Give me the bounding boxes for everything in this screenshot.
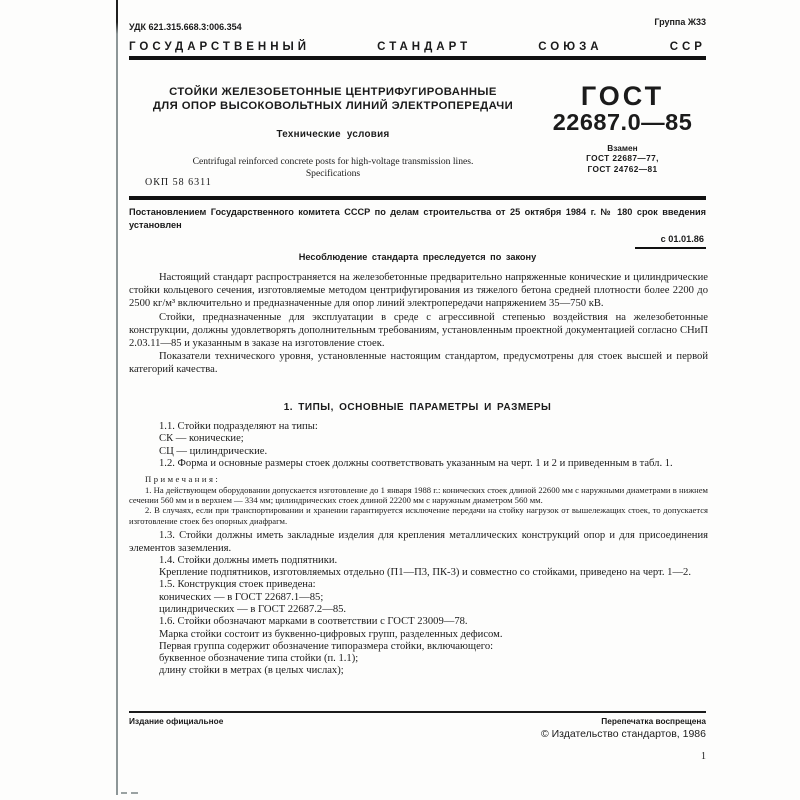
clause-1-5-item: цилиндрических — в ГОСТ 22687.2—85. — [159, 604, 347, 615]
replaced-standard: ГОСТ 22687—77, — [586, 153, 659, 163]
clause-1-6-item: буквенное обозначение типа стойки (п. 1.1); — [159, 653, 359, 665]
udk-code: УДК 621.315.668.3:006.354 — [129, 22, 242, 32]
section-1-heading: 1. ТИПЫ, ОСНОВНЫЕ ПАРАМЕТРЫ И РАЗМЕРЫ — [283, 402, 552, 413]
clause-1-5: 1.5. Конструкция стоек приведена: — [159, 579, 316, 591]
effective-date: с 01.01.86 — [635, 234, 706, 249]
footer-row — [129, 716, 706, 726]
document-subtitle: Технические условия — [276, 129, 390, 140]
state-standard-band — [129, 41, 706, 53]
replaces-label: Взамен — [607, 143, 638, 153]
scan-artifact-dash — [121, 792, 127, 794]
intro-paragraph: Показатели технического уровня, установленные настоящим стандартом, предусмотрены для стоек высшей и первой категорий качества. — [129, 351, 708, 376]
note-item: 1. На действующем оборудовании допускается изготовление до 1 января 1988 г.: конических стоек длиной 22600 мм с наружными диаметрами в нижнем сечении 560 мм и в верхнем — 334 мм; цилиндрических стоек длиной 22200 мм с наружным диаметром 560 мм. — [129, 484, 708, 505]
clauses-continued — [129, 530, 708, 678]
scan-artifact-dash — [131, 792, 138, 794]
clause-1-4: 1.4. Стойки должны иметь подпятники. — [159, 554, 338, 566]
english-title: Centrifugal reinforced concrete posts for high-voltage transmission lines. — [192, 156, 474, 167]
clause-1-3: 1.3. Стойки должны иметь закладные изделия для крепления металлических конструкций опор и для присоединения элементов заземления. — [129, 530, 708, 554]
band-word: ГОСУДАРСТВЕННЫЙ — [129, 41, 311, 53]
heavy-rule-mid — [129, 196, 706, 200]
band-word: СТАНДАРТ — [377, 41, 472, 53]
decree-paragraph: Постановлением Государственного комитета СССР по делам строительства от 25 октября 1984 г. № 180 срок введения установлен — [129, 207, 706, 230]
clause-1-1: 1.1. Стойки подразделяют на типы: — [159, 421, 318, 432]
document-title-line2: ДЛЯ ОПОР ВЫСОКОВОЛЬТНЫХ ЛИНИЙ ЭЛЕКТРОПЕРЕДАЧИ — [152, 100, 514, 112]
law-notice: Несоблюдение стандарта преследуется по закону — [298, 252, 537, 262]
gost-number: 22687.0—85 — [552, 109, 693, 135]
standard-designation — [535, 83, 710, 175]
document-title-line1: СТОЙКИ ЖЕЛЕЗОБЕТОННЫЕ ЦЕНТРИФУГИРОВАННЫЕ — [169, 86, 497, 98]
clause-1-2: 1.2. Форма и основные размеры стоек должны соответствовать указанным на черт. 1 и 2 и приведенным в табл. 1. — [159, 457, 673, 469]
note-item: 2. В случаях, если при транспортировании и хранении гарантируется исключение передачи на стойку нагрузок от вышележащих стоек, то допускается изготовление стоек без опорных диафрагм. — [129, 505, 708, 526]
notes-block — [129, 474, 708, 526]
english-subtitle: Specifications — [305, 167, 361, 179]
clause-1-6-text: Марка стойки состоит из буквенно-цифровых групп, разделенных дефисом. — [159, 628, 503, 640]
intro-paragraph: Настоящий стандарт распространяется на железобетонные предварительно напряженные конические и цилиндрические стойки кольцевого сечения, изготовляемые методом центрифугирования из тяжелого бетона средней плотности более 2200 до 2500 кг/м³ включительно и предназначенные для опор линий электропередачи напряжением 35—750 кВ. — [129, 272, 708, 310]
page-number: 1 — [701, 751, 706, 762]
clause-1-5-item: конических — в ГОСТ 22687.1—85; — [159, 591, 324, 603]
replaced-standard: ГОСТ 24762—81 — [587, 164, 658, 174]
footer-rule — [129, 711, 706, 713]
effective-date-row — [129, 234, 706, 249]
section-1-body — [129, 421, 708, 678]
band-word: ССР — [669, 41, 706, 53]
title-block — [129, 85, 537, 179]
reprint-note: Перепечатка воспрещена — [601, 716, 706, 726]
group-code: Группа Ж33 — [654, 17, 706, 27]
page-edge-scan-line — [116, 0, 118, 795]
edition-note: Издание официальное — [129, 716, 224, 726]
masthead-row — [129, 17, 706, 32]
band-word: СОЮЗА — [538, 41, 603, 53]
clause-1-6-text: Первая группа содержит обозначение типоразмера стойки, включающего: — [159, 640, 494, 652]
intro-paragraph: Стойки, предназначенные для эксплуатации в среде с агрессивной степенью воздействия на железобетонные конструкции, должны удовлетворять дополнительным требованиям, установленным проектной документацией согласно СНиП 2.03.11—85 и указанным в заказе на изготовление стоек. — [129, 311, 708, 350]
gost-label: ГОСТ — [580, 81, 665, 111]
heavy-rule-top — [129, 56, 706, 60]
clause-1-6: 1.6. Стойки обозначают марками в соответствии с ГОСТ 23009—78. — [159, 616, 468, 628]
okp-code: ОКП 58 6311 — [145, 177, 212, 188]
notes-label: Примечания: — [145, 474, 221, 485]
copyright-line: © Издательство стандартов, 1986 — [540, 728, 706, 740]
introduction — [129, 271, 708, 377]
type-item: СЦ — цилиндрические. — [159, 445, 268, 457]
clause-1-4-note: Крепление подпятников, изготовляемых отдельно (П1—П3, ПК-3) и совместно со стойками, приведено на черт. 1—2. — [159, 567, 691, 579]
type-item: СК — конические; — [159, 433, 244, 445]
clause-1-6-item: длину стойки в метрах (в целых числах); — [159, 665, 344, 677]
